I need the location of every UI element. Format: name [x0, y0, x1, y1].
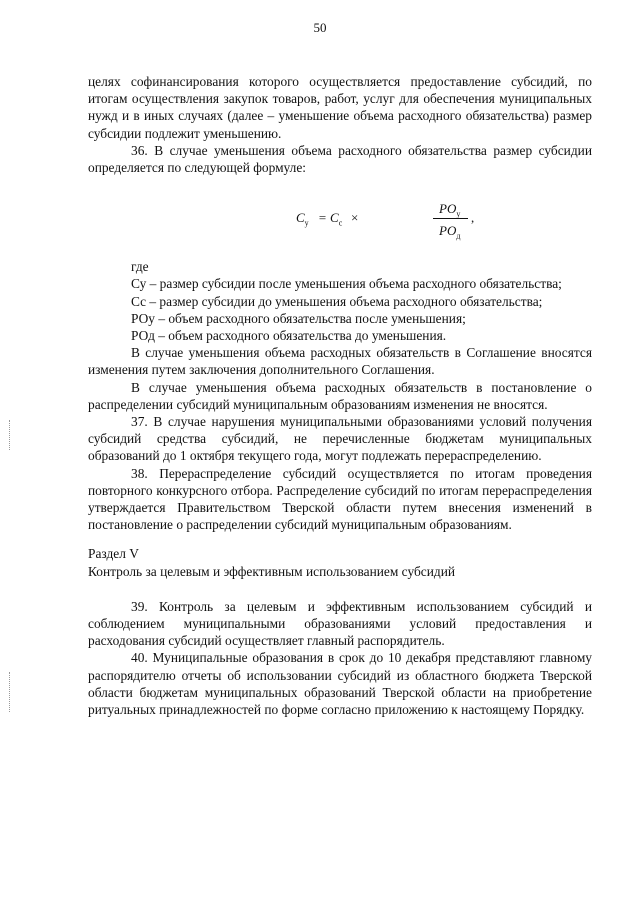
margin-mark-upper	[9, 420, 10, 450]
formula-eq: = $C_с$	[318, 210, 343, 228]
margin-mark-lower	[9, 672, 10, 712]
formula-comma: ,	[471, 210, 475, 226]
paragraph-agreement: В случае уменьшения объема расходных обязательств в Соглашение вносятся изменения путем заключения дополнительного Соглашения.	[88, 345, 592, 378]
definition-roy: РОу – объем расходного обязательства после уменьшения;	[131, 310, 466, 326]
definition-cy: Су – размер субсидии после уменьшения объема расходного обязательства;	[131, 276, 562, 292]
document-body	[88, 73, 592, 718]
formula-times: ×	[351, 210, 359, 226]
page-number: 50	[313, 20, 327, 35]
paragraph-intro: целях софинансирования которого осуществляется предоставление субсидий, по итогам осуществления закупок товаров, работ, услуг для обеспечения муниципальных нужд и в иных случаях (далее – уменьшение объема расходного обязательства) размер субсидии подлежит уменьшению.	[88, 74, 592, 141]
section-subtitle: Контроль за целевым и эффективным использованием субсидий	[88, 563, 456, 579]
formula	[88, 176, 592, 258]
paragraph-resolution: В случае уменьшения объема расходных обязательств в постановление о распределении субсидий муниципальным образованиям изменения не вносятся.	[88, 379, 592, 412]
definition-rod: РОд – объем расходного обязательства до уменьшения.	[131, 328, 447, 344]
where-label: где	[131, 259, 149, 275]
paragraph-36: 36. В случае уменьшения объема расходного обязательства размер субсидии определяется по следующей формуле:	[88, 142, 592, 176]
paragraph-39: 39. Контроль за целевым и эффективным использованием субсидий и соблюдением муниципальными образованиями условий предоставления и расходования субсидий осуществляет главный распорядитель.	[88, 598, 592, 649]
formula-denominator: $PO_д$	[439, 223, 461, 241]
paragraph-38: 38. Перераспределение субсидий осуществляется по итогам проведения повторного конкурсного отбора. Распределение субсидий по итогам перераспределения утверждается Правительством Тверской области путем внесения изменений в постановление о распределении субсидий муниципальным образованиям.	[88, 465, 592, 533]
formula-numerator: $PO_у$	[439, 201, 461, 219]
section-title: Раздел V	[88, 546, 139, 562]
paragraph-40: 40. Муниципальные образования в срок до 10 декабря представляют главному распорядителю отчеты об использовании субсидий из областного бюджета Тверской области бюджетам муниципальных образований Тверской области на приобретение ритуальных принадлежностей по форме согласно приложению к настоящему Порядку.	[88, 650, 592, 718]
paragraph-37: 37. В случае нарушения муниципальными образованиями условий получения субсидий средства субсидий, не перечисленные бюджетам муниципальных образований до 1 октября текущего года, могут подлежать перераспределению.	[88, 414, 592, 464]
formula-lhs: $C_у$	[296, 210, 309, 228]
fraction-line	[433, 218, 468, 219]
definition-cc: Сс – размер субсидии до уменьшения объема расходного обязательства;	[131, 293, 543, 309]
